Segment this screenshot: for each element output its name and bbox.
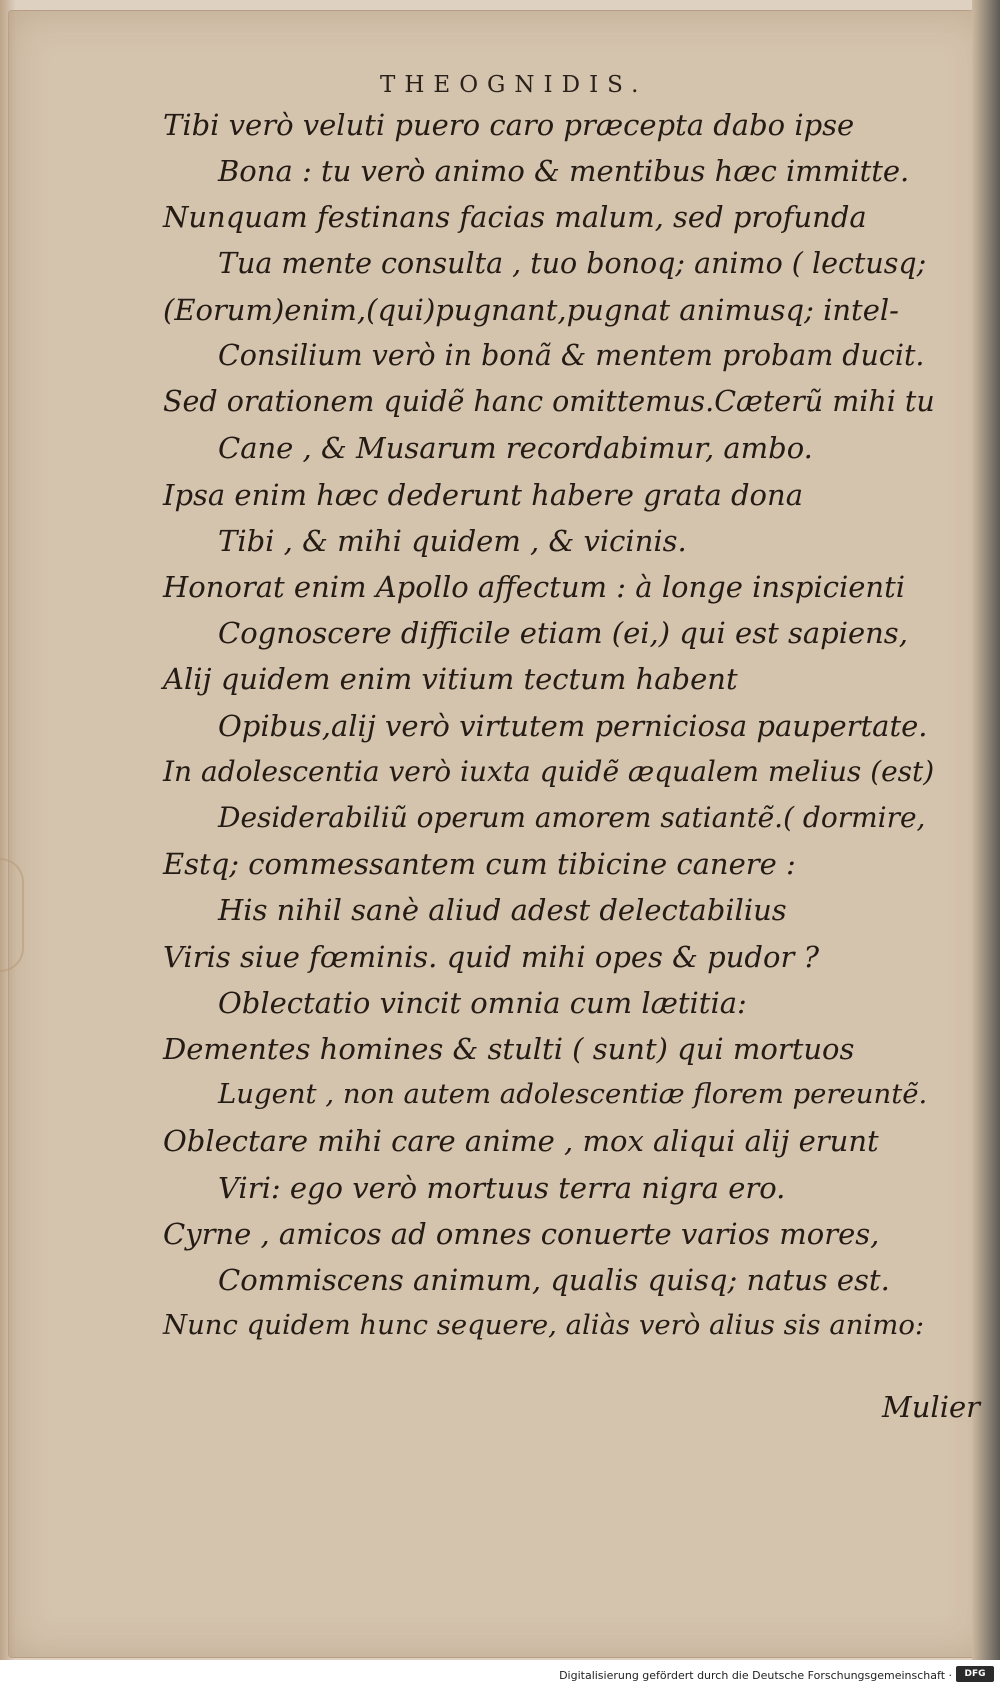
verse-line: Commiscens animum, qualis quisq; natus est. bbox=[218, 1263, 890, 1297]
verse-line: His nihil sanè aliud adest delectabilius bbox=[218, 893, 787, 928]
running-head: THEOGNIDIS. bbox=[380, 72, 648, 98]
verse-line: Nunc quidem hunc sequere, aliàs verò alius sis animo: bbox=[163, 1309, 925, 1342]
verse-line: Desiderabiliũ operum amorem satiantẽ.( dormire, bbox=[218, 801, 926, 834]
verse-line: (Eorum)enim,(qui)pugnant,pugnat animusq; intel- bbox=[163, 292, 899, 327]
verse-line: Nunquam festinans facias malum, sed profunda bbox=[163, 200, 867, 235]
verse-line: Ipsa enim hæc dederunt habere grata dona bbox=[163, 477, 803, 512]
catchword: Mulier bbox=[882, 1390, 980, 1424]
verse-line: Bona : tu verò animo & mentibus hæc immitte. bbox=[218, 154, 910, 189]
page-left-edge bbox=[0, 0, 16, 1660]
verse-line: Consilium verò in bonã & mentem probam ducit. bbox=[218, 339, 925, 372]
verse-line: Opibus,alij verò virtutem perniciosa paupertate. bbox=[218, 708, 928, 743]
dfg-logo: DFG bbox=[956, 1666, 994, 1682]
verse-line: Dementes homines & stulti ( sunt) qui mortuos bbox=[163, 1032, 855, 1066]
verse-line: Honorat enim Apollo affectum : à longe inspicienti bbox=[163, 570, 906, 604]
verse-line: Oblectatio vincit omnia cum lætitia: bbox=[218, 985, 747, 1020]
verse-line: Viris siue fœminis. quid mihi opes & pudor ? bbox=[163, 939, 820, 974]
verse-line: Cognoscere difficile etiam (ei,) qui est sapiens, bbox=[218, 616, 908, 651]
verse-line: Sed orationem quidẽ hanc omittemus.Cæterũ mihi tu bbox=[163, 385, 935, 419]
verse-line: In adolescentia verò iuxta quidẽ æqualem melius (est) bbox=[163, 754, 935, 788]
verse-line: Lugent , non autem adolescentiæ florem pereuntẽ. bbox=[218, 1078, 928, 1111]
clasp-imprint bbox=[0, 858, 24, 972]
verse-line: Alij quidem enim vitium tectum habent bbox=[163, 662, 738, 697]
verse-line: Tibi verò veluti puero caro præcepta dabo ipse bbox=[163, 108, 855, 142]
funding-credit: Digitalisierung gefördert durch die Deutsche Forschungsgemeinschaft · bbox=[559, 1669, 952, 1682]
verse-line: Oblectare mihi care anime , mox aliqui alij erunt bbox=[163, 1124, 879, 1159]
verse-line: Viri: ego verò mortuus terra nigra ero. bbox=[218, 1170, 786, 1205]
verse-line: Tua mente consulta , tuo bonoq; animo ( lectusq; bbox=[218, 246, 927, 280]
verse-line: Cane , & Musarum recordabimur, ambo. bbox=[218, 431, 813, 466]
verse-line: Cyrne , amicos ad omnes conuerte varios mores, bbox=[163, 1216, 880, 1251]
verse-line: Estq; commessantem cum tibicine canere : bbox=[163, 847, 796, 882]
verse-line: Tibi , & mihi quidem , & vicinis. bbox=[218, 523, 687, 558]
